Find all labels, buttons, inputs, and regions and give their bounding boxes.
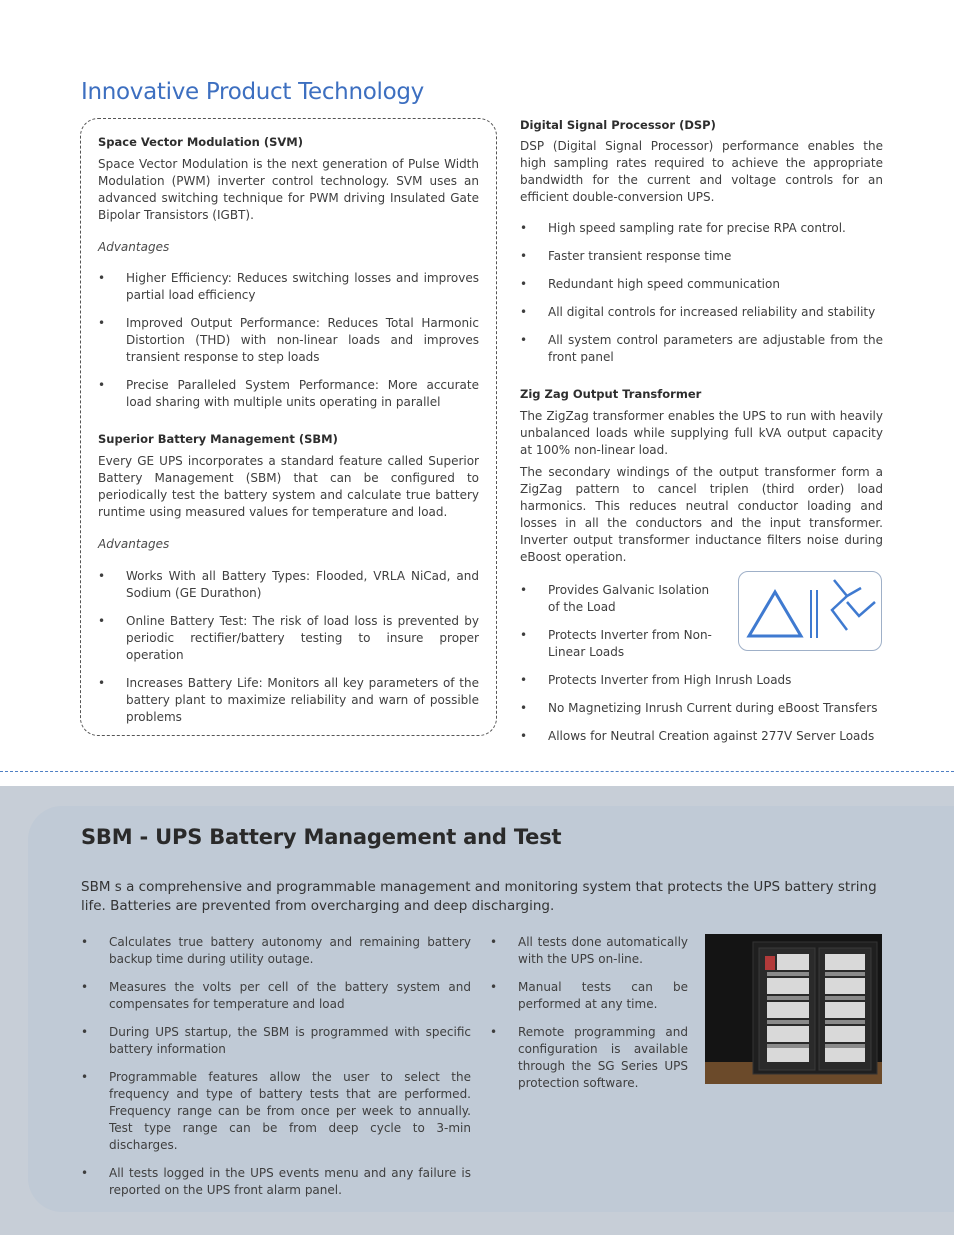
list-item: • Online Battery Test: The risk of load loss is prevented by periodic rectifier/battery testing to insure proper operation	[98, 614, 479, 662]
bullet-icon: •	[81, 935, 89, 949]
bullet-icon: •	[81, 1070, 89, 1084]
zigzag-heading: Zig Zag Output Transformer	[520, 387, 702, 401]
bullet-icon: •	[98, 316, 106, 330]
bullet-icon: •	[98, 271, 106, 285]
zigzag-bullet-list-short	[520, 582, 720, 661]
sbm-band-mid-column	[490, 934, 688, 1092]
list-item: • All digital controls for increased reliability and stability	[520, 305, 876, 319]
list-item: • All system control parameters are adjustable from the front panel	[520, 333, 883, 364]
zigzag-bullet-list-long	[520, 672, 883, 745]
dsp-text: DSP (Digital Signal Processor) performance enables the high sampling rates required to achieve the appropriate bandwidth for the current and voltage controls for an efficient double-conversion UPS.	[520, 139, 883, 204]
list-item: • All tests logged in the UPS events menu and any failure is reported on the UPS front alarm panel.	[81, 1166, 471, 1197]
dsp-bullet-list	[520, 220, 883, 366]
list-item: • Provides Galvanic Isolation of the Load	[520, 583, 710, 614]
svm-advantages-label: Advantages	[98, 240, 170, 254]
sbm-intro-text: SBM s a comprehensive and programmable management and monitoring system that protects the UPS battery string life. Batteries are prevented from overcharging and deep discharging.	[81, 879, 877, 914]
bullet-icon: •	[98, 614, 106, 628]
list-item: • High speed sampling rate for precise RPA control.	[520, 221, 846, 235]
bullet-icon: •	[490, 980, 498, 994]
page-title: Innovative Product Technology	[81, 79, 424, 105]
bullet-icon: •	[520, 249, 528, 263]
sbm-band-bullet-list-left	[81, 934, 471, 1199]
zigzag-symbol-icon	[739, 572, 881, 650]
dsp-heading: Digital Signal Processor (DSP)	[520, 118, 716, 132]
list-item: • All tests done automatically with the UPS on-line.	[490, 935, 688, 966]
sbm-band-title: SBM - UPS Battery Management and Test	[81, 825, 562, 849]
battery-cabinet-image	[705, 934, 882, 1084]
list-item: • Works With all Battery Types: Flooded, VRLA NiCad, and Sodium (GE Durathon)	[98, 569, 479, 600]
sbm-heading: Superior Battery Management (SBM)	[98, 432, 338, 446]
sbm-band-bullet-list-mid	[490, 934, 688, 1092]
bullet-icon: •	[520, 729, 528, 743]
bullet-icon: •	[520, 333, 528, 347]
left-column	[98, 134, 479, 726]
svm-bullet-list	[98, 270, 479, 411]
bullet-icon: •	[81, 980, 89, 994]
svm-heading: Space Vector Modulation (SVM)	[98, 135, 303, 149]
list-item: • Protects Inverter from Non-Linear Loads	[520, 628, 712, 659]
list-item: • Remote programming and configuration is available through the SG Series UPS protection software.	[490, 1025, 688, 1090]
zigzag-text-2: The secondary windings of the output transformer form a ZigZag pattern to cancel triplen (third order) load harmonics. This reduces neutral conductor loading and losses in all the conductors and the input transformer. Inverter output transformer inductance filters noise during eBoost operation.	[520, 465, 883, 564]
bullet-icon: •	[98, 569, 106, 583]
bullet-icon: •	[520, 628, 528, 642]
list-item: • Redundant high speed communication	[520, 277, 780, 291]
sbm-intro	[81, 878, 891, 916]
list-item: • Allows for Neutral Creation against 277V Server Loads	[520, 729, 875, 743]
list-item: • Manual tests can be performed at any time.	[490, 980, 688, 1011]
list-item: • Higher Efficiency: Reduces switching losses and improves partial load efficiency	[98, 271, 479, 302]
bullet-icon: •	[520, 701, 528, 715]
bullet-icon: •	[490, 1025, 498, 1039]
list-item: • Improved Output Performance: Reduces Total Harmonic Distortion (THD) with non-linear loads and improves transient response to step loads	[98, 316, 479, 364]
bullet-icon: •	[81, 1025, 89, 1039]
list-item: • No Magnetizing Inrush Current during eBoost Transfers	[520, 701, 878, 715]
bullet-icon: •	[520, 305, 528, 319]
list-item: • Protects Inverter from High Inrush Loads	[520, 673, 792, 687]
bullet-icon: •	[81, 1166, 89, 1180]
list-item: • Increases Battery Life: Monitors all key parameters of the battery plant to maximize reliability and warn of possible problems	[98, 676, 479, 724]
battery-cabinet-photo	[705, 934, 882, 1084]
list-item: • Precise Paralleled System Performance: More accurate load sharing with multiple units operating in parallel	[98, 378, 479, 409]
zigzag-text-1: The ZigZag transformer enables the UPS to run with heavily unbalanced loads while supplying full kVA output capacity at 100% non-linear load.	[520, 409, 883, 457]
list-item: • Calculates true battery autonomy and remaining battery backup time during utility outage.	[81, 935, 471, 966]
sbm-text: Every GE UPS incorporates a standard feature called Superior Battery Management (SBM) that can be configured to periodically test the battery system and calculate true battery runtime using measured values for temperature and load.	[98, 454, 479, 519]
bullet-icon: •	[490, 935, 498, 949]
bullet-icon: •	[520, 277, 528, 291]
bullet-icon: •	[520, 673, 528, 687]
bullet-icon: •	[520, 583, 528, 597]
sbm-advantages-label: Advantages	[98, 537, 170, 551]
list-item: • Programmable features allow the user to select the frequency and type of battery tests that are performed. Frequency range can be from once per week to annually. Test type range can be from deep cycle to 3-min discharges.	[81, 1070, 471, 1152]
sbm-band-left-column	[81, 934, 471, 1199]
bullet-icon: •	[98, 378, 106, 392]
bullet-icon: •	[98, 676, 106, 690]
list-item: • Measures the volts per cell of the battery system and compensates for temperature and load	[81, 980, 471, 1011]
section-divider	[0, 771, 954, 772]
list-item: • Faster transient response time	[520, 249, 732, 263]
sbm-bullet-list	[98, 568, 479, 726]
zigzag-transformer-diagram	[738, 571, 882, 651]
svm-text: Space Vector Modulation is the next generation of Pulse Width Modulation (PWM) inverter control technology. SVM uses an advanced switching technique for PWM driving Insulated Gate Bipolar Transistors (IGBT).	[98, 157, 479, 222]
bullet-icon: •	[520, 221, 528, 235]
list-item: • During UPS startup, the SBM is programmed with specific battery information	[81, 1025, 471, 1056]
